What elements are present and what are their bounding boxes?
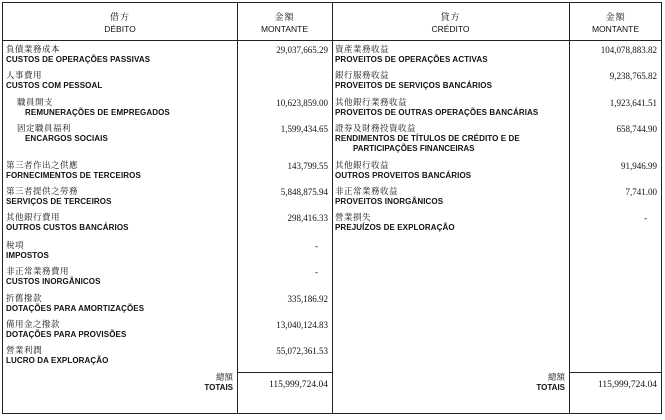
credit-amount-header-zh: 金額 <box>605 13 626 23</box>
credit-row-label-pt: RENDIMENTOS DE TÍTULOS DE CRÉDITO E DE <box>335 134 520 143</box>
credit-row-amount: 104,078,883.82 <box>600 45 657 55</box>
credit-row-label-pt: PROVEITOS DE SERVIÇOS BANCÁRIOS <box>335 81 493 90</box>
debit-row-label-pt: SERVIÇOS DE TERCEIROS <box>6 197 112 206</box>
credit-row-label-zh: 其他銀行收益 <box>335 161 390 171</box>
debit-row-label-zh: 職員開支 <box>17 98 54 108</box>
credit-row-label-pt-continued: PARTICIPAÇÕES FINANCEIRAS <box>353 144 475 153</box>
credit-row-label-pt: OUTROS PROVEITOS BANCÁRIOS <box>335 171 472 180</box>
debit-row-label-zh: 稅項 <box>6 241 25 251</box>
header-divider <box>3 40 661 41</box>
credit-row <box>335 71 492 91</box>
debit-row <box>6 241 49 261</box>
debit-amount-header-zh: 金額 <box>274 13 295 23</box>
debit-row-amount: 55,072,361.53 <box>276 346 328 356</box>
debit-row-label-zh: 備用金之撥款 <box>6 320 61 330</box>
debit-row <box>6 346 109 366</box>
debit-row-label-pt: CUSTOS COM PESSOAL <box>6 81 103 90</box>
credit-row <box>335 45 488 65</box>
credit-row-amount: 91,946.99 <box>621 161 657 171</box>
debit-header-zh: 借方 <box>109 13 130 23</box>
debit-row-amount: - <box>315 267 318 277</box>
credit-row-label-pt: PROVEITOS DE OUTRAS OPERAÇÕES BANCÁRIAS <box>335 108 539 117</box>
debit-row-amount: 298,416.33 <box>287 213 328 223</box>
credit-total-label-zh: 總額 <box>547 373 565 383</box>
credit-row-label-zh: 證券及財務投資收益 <box>335 124 417 134</box>
credit-row <box>335 98 538 118</box>
debit-row-label-zh: 營業利潤 <box>6 346 43 356</box>
column-divider <box>569 3 570 413</box>
debit-row-amount: - <box>315 241 318 251</box>
credit-row-label-zh: 其他銀行業務收益 <box>335 98 408 108</box>
credit-row <box>335 213 455 233</box>
debit-total-label-zh: 總額 <box>215 373 233 383</box>
debit-row-amount: 29,037,665.29 <box>276 45 328 55</box>
debit-row <box>17 98 170 118</box>
debit-row <box>6 267 101 287</box>
debit-row-label-zh: 第三者提供之勞務 <box>6 187 79 197</box>
debit-row-amount: 5,848,875.94 <box>280 187 328 197</box>
profit-loss-account-table <box>2 2 662 414</box>
debit-total-rule <box>237 372 333 373</box>
credit-row-label-zh: 非正常業務收益 <box>335 187 399 197</box>
debit-row-label-zh: 其他銀行費用 <box>6 213 61 223</box>
debit-row-label-pt: CUSTOS INORGÂNICOS <box>6 277 101 286</box>
debit-row-label-pt: CUSTOS DE OPERAÇÕES PASSIVAS <box>6 55 151 64</box>
debit-row-amount: 143,799.55 <box>287 161 328 171</box>
debit-row <box>6 294 144 314</box>
credit-row-label-pt: PROVEITOS INORGÂNICOS <box>335 197 444 206</box>
credit-row-amount: - <box>644 213 647 223</box>
credit-amount-header <box>569 13 662 35</box>
credit-row <box>335 124 520 154</box>
credit-row-label-zh: 銀行服務收益 <box>335 71 390 81</box>
debit-row-label-pt: DOTAÇÕES PARA PROVISÕES <box>6 330 127 339</box>
credit-total-label <box>536 373 565 393</box>
debit-header <box>3 13 237 35</box>
debit-row-amount: 10,623,859.00 <box>276 98 328 108</box>
credit-row-label-pt: PROVEITOS DE OPERAÇÕES ACTIVAS <box>335 55 488 64</box>
debit-row-label-pt: OUTROS CUSTOS BANCÁRIOS <box>6 223 129 232</box>
debit-row-amount: 335,186.92 <box>287 294 328 304</box>
debit-row-label-zh: 折舊撥款 <box>6 294 43 304</box>
credit-row-label-zh: 營業損失 <box>335 213 372 223</box>
debit-row-label-pt: DOTAÇÕES PARA AMORTIZAÇÕES <box>6 304 145 313</box>
debit-row-label-pt: IMPOSTOS <box>6 251 49 260</box>
credit-row-label-zh: 資產業務收益 <box>335 45 390 55</box>
debit-row-label-zh: 人事費用 <box>6 71 43 81</box>
credit-row-amount: 1,923,641.51 <box>609 98 657 108</box>
debit-row-label-zh: 負債業務成本 <box>6 45 61 55</box>
debit-row-label-zh: 非正常業務費用 <box>6 267 70 277</box>
column-divider <box>332 3 333 413</box>
column-divider <box>237 3 238 413</box>
debit-row-label-zh: 固定職員福利 <box>17 124 72 134</box>
debit-row-label-pt: REMUNERAÇÕES DE EMPREGADOS <box>25 108 170 117</box>
credit-row-amount: 9,238,765.82 <box>609 71 657 81</box>
credit-row-amount: 7,741.00 <box>625 187 657 197</box>
credit-row-label-pt: PREJUÍZOS DE EXPLORAÇÃO <box>335 223 455 232</box>
debit-header-pt: DÉBITO <box>104 24 136 34</box>
debit-row <box>6 320 126 340</box>
debit-row-label-pt: LUCRO DA EXPLORAÇÃO <box>6 356 109 365</box>
debit-row <box>17 124 108 144</box>
debit-row <box>6 161 141 181</box>
debit-row-amount: 1,599,434.65 <box>280 124 328 134</box>
debit-amount-header <box>237 13 332 35</box>
debit-row-label-pt: FORNECIMENTOS DE TERCEIROS <box>6 171 141 180</box>
debit-row-label-zh: 第三者作出之供應 <box>6 161 79 171</box>
credit-total-rule <box>569 372 662 373</box>
credit-row-amount: 658,744.90 <box>616 124 657 134</box>
debit-row-amount: 13,040,124.83 <box>276 320 328 330</box>
credit-total-amount: 115,999,724.04 <box>597 380 657 390</box>
debit-row <box>6 45 150 65</box>
credit-row <box>335 187 443 207</box>
credit-header-zh: 貸方 <box>440 13 461 23</box>
credit-header-pt: CRÉDITO <box>431 24 470 34</box>
debit-total-label <box>204 373 233 393</box>
debit-total-label-pt: TOTAIS <box>204 383 233 392</box>
debit-row <box>6 71 102 91</box>
credit-total-label-pt: TOTAIS <box>536 383 565 392</box>
debit-row-label-pt: ENCARGOS SOCIAIS <box>25 134 108 143</box>
debit-row <box>6 187 112 207</box>
credit-header <box>332 13 569 35</box>
credit-amount-header-pt: MONTANTE <box>591 24 640 34</box>
debit-row <box>6 213 129 233</box>
debit-total-amount: 115,999,724.04 <box>268 380 328 390</box>
credit-row <box>335 161 471 181</box>
debit-amount-header-pt: MONTANTE <box>260 24 309 34</box>
